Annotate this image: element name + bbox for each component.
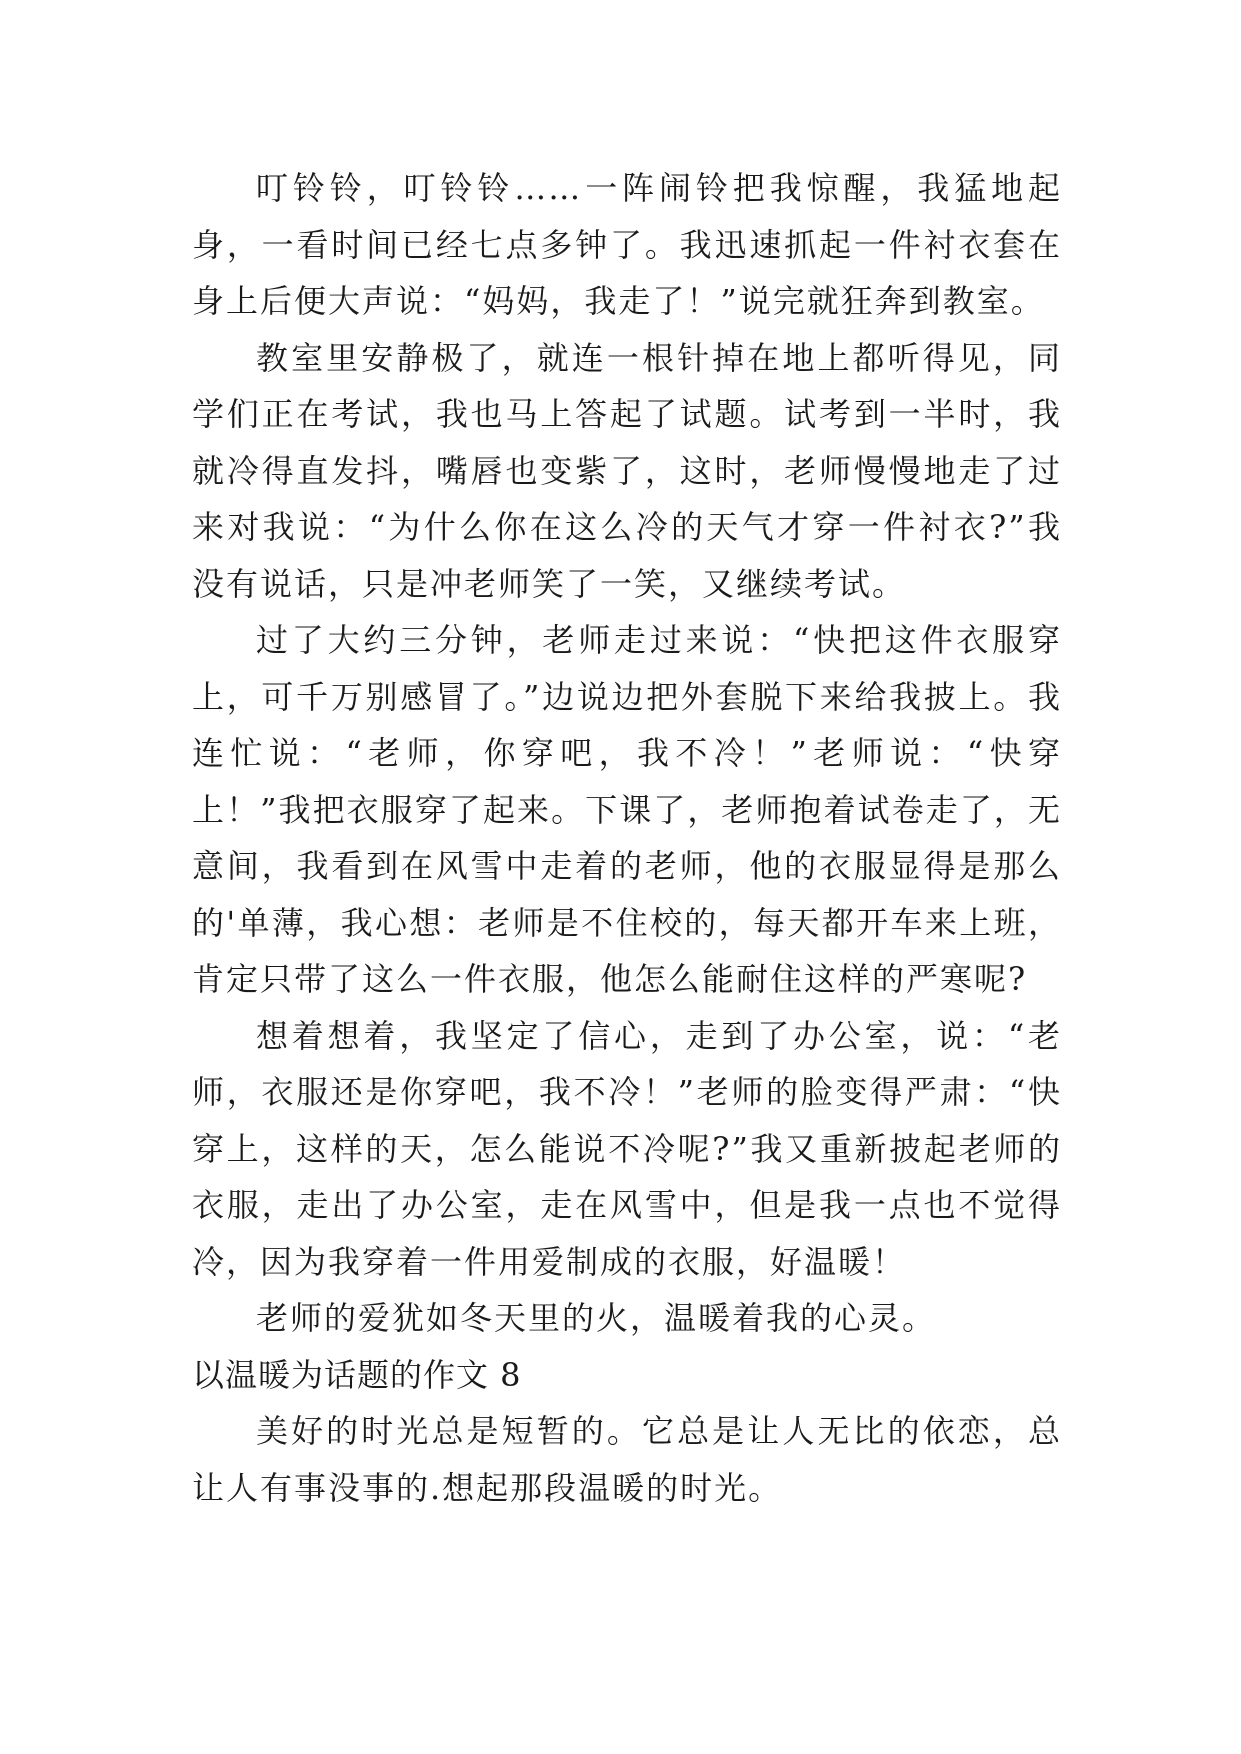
paragraph-3: 过了大约三分钟，老师走过来说：“快把这件衣服穿上，可千万别感冒了。”边说边把外套脱下来给我披上。我连忙说：“老师，你穿吧，我不冷！”老师说：“快穿上！”我把衣服穿了起来。下课了，老师抱着试卷走了，无意间，我看到在风雪中走着的老师，他的衣服显得是那么的'单薄，我心想：老师是不住校的，每天都开车来上班，肯定只带了这么一件衣服，他怎么能耐住这样的严寒呢? — [192, 621, 1062, 998]
paragraph-5: 老师的爱犹如冬天里的火，温暖着我的心灵。 — [256, 1299, 937, 1337]
paragraph-4: 想着想着，我坚定了信心，走到了办公室，说：“老师，衣服还是你穿吧，我不冷！”老师的脸变得严肃：“快穿上，这样的天，怎么能说不冷呢?”我又重新披起老师的衣服，走出了办公室，走在风雪中，但是我一点也不觉得冷，因为我穿着一件用爱制成的衣服，好温暖！ — [192, 1016, 1062, 1281]
paragraph-6: 美好的时光总是短暂的。它总是让人无比的依恋，总让人有事没事的.想起那段温暖的时光。 — [192, 1412, 1062, 1507]
paragraph-2: 教室里安静极了，就连一根针掉在地上都听得见，同学们正在考试，我也马上答起了试题。试考到一半时，我就冷得直发抖，嘴唇也变紫了，这时，老师慢慢地走了过来对我说：“为什么你在这么冷的天气才穿一件衬衣?”我没有说话，只是冲老师笑了一笑，又继续考试。 — [192, 338, 1062, 603]
document-page — [192, 160, 1062, 1516]
paragraph-1: 叮铃铃，叮铃铃……一阵闹铃把我惊醒，我猛地起身，一看时间已经七点多钟了。我迅速抓起一件衬衣套在身上后便大声说：“妈妈，我走了！”说完就狂奔到教室。 — [192, 169, 1062, 320]
essay-heading: 以温暖为话题的作文 8 — [192, 1355, 522, 1394]
